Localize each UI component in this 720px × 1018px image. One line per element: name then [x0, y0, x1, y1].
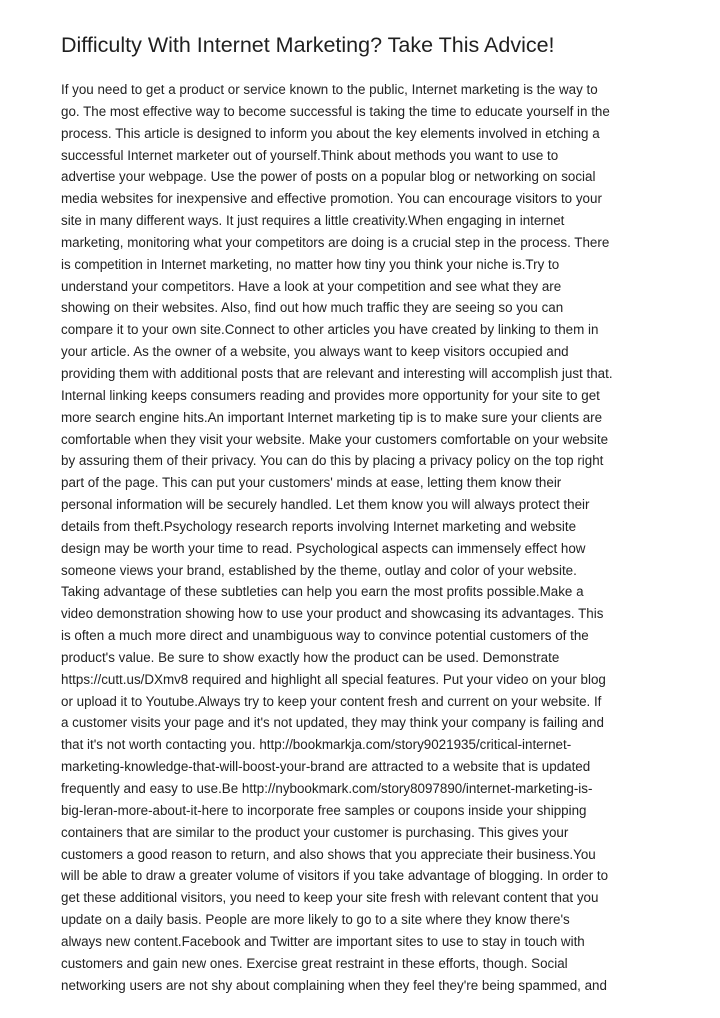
paragraph-line: details from theft.Psychology research reports involving Internet marketing and website: [61, 518, 577, 534]
paragraph-line: more search engine hits.An important Internet marketing tip is to make sure your clients are: [61, 409, 603, 425]
paragraph-line: customers and gain new ones. Exercise great restraint in these efforts, though. Social: [61, 955, 568, 971]
paragraph-line: networking users are not shy about complaining when they feel they're being spammed, and: [61, 977, 607, 993]
paragraph-line: will be able to draw a greater volume of visitors if you take advantage of blogging. In order to: [61, 868, 609, 884]
paragraph-line: process. This article is designed to inform you about the key elements involved in etching a: [61, 125, 600, 141]
paragraph-line: Internal linking keeps consumers reading and provides more opportunity for your site to get: [61, 387, 600, 403]
paragraph-line: personal information will be securely handled. Let them know you will always protect their: [61, 497, 590, 513]
paragraph-line: Taking advantage of these subtleties can help you earn the most profits possible.Make a: [61, 584, 584, 600]
paragraph-line: showing on their websites. Also, find out how much traffic they are seeing so you can: [61, 300, 564, 316]
paragraph-line: understand your competitors. Have a look at your competition and see what they are: [61, 278, 562, 294]
paragraph-line: media websites for inexpensive and effective promotion. You can encourage visitors to your: [61, 191, 602, 207]
paragraph-line: containers that are similar to the product your customer is purchasing. This gives your: [61, 824, 569, 840]
paragraph-line: or upload it to Youtube.Always try to keep your content fresh and current on your website. If: [61, 693, 602, 709]
paragraph-line: https://cutt.us/DXmv8 required and highlight all special features. Put your video on your blog: [61, 671, 606, 687]
paragraph-line: get these additional visitors, you need to keep your site fresh with relevant content that you: [61, 890, 599, 906]
page-title: Difficulty With Internet Marketing? Take This Advice!: [61, 33, 555, 57]
paragraph-line: is competition in Internet marketing, no matter how tiny you think your niche is.Try to: [61, 256, 560, 272]
paragraph-line: is often a much more direct and unambiguous way to convince potential customers of the: [61, 628, 589, 644]
paragraph-line: big-leran-more-about-it-here to incorporate free samples or coupons inside your shipping: [61, 802, 587, 818]
paragraph-line: providing them with additional posts that are relevant and interesting will accomplish just that.: [61, 365, 613, 381]
paragraph-line: compare it to your own site.Connect to other articles you have created by linking to them in: [61, 322, 599, 338]
paragraph-line: always new content.Facebook and Twitter are important sites to use to stay in touch with: [61, 933, 585, 949]
paragraph-line: successful Internet marketer out of yourself.Think about methods you want to use to: [61, 147, 559, 163]
paragraph-line: comfortable when they visit your website. Make your customers comfortable on your website: [61, 431, 609, 447]
paragraph-line: product's value. Be sure to show exactly how the product can be used. Demonstrate: [61, 649, 560, 665]
paragraph-line: that it's not worth contacting you. http://bookmarkja.com/story9021935/critical-internet-: [61, 737, 572, 753]
paragraph-line: customers a good reason to return, and also shows that you appreciate their business.You: [61, 846, 596, 862]
paragraph-line: a customer visits your page and it's not updated, they may think your company is failing and: [61, 715, 604, 731]
paragraph-line: If you need to get a product or service known to the public, Internet marketing is the way to: [61, 82, 598, 97]
paragraph-line: by assuring them of their privacy. You can do this by placing a privacy policy on the top right: [61, 453, 604, 469]
paragraph-line: marketing-knowledge-that-will-boost-your-brand are attracted to a website that is updated: [61, 759, 591, 775]
paragraph-line: marketing, monitoring what your competitors are doing is a crucial step in the process. There: [61, 234, 610, 250]
paragraph-line: design may be worth your time to read. Psychological aspects can immensely effect how: [61, 540, 586, 556]
paragraph-line: part of the page. This can put your customers' minds at ease, letting them know their: [61, 475, 562, 491]
paragraph-line: someone views your brand, established by the theme, outlay and color of your website.: [61, 562, 577, 578]
paragraph-line: video demonstration showing how to use your product and showcasing its advantages. This: [61, 606, 604, 622]
article-body: [61, 79, 661, 996]
paragraph-line: advertise your webpage. Use the power of posts on a popular blog or networking on social: [61, 169, 596, 185]
paragraph-line: frequently and easy to use.Be http://nybookmark.com/story8097890/internet-marketing-is-: [61, 781, 593, 796]
paragraph-line: site in many different ways. It just requires a little creativity.When engaging in internet: [61, 213, 565, 229]
paragraph-line: update on a daily basis. People are more likely to go to a site where they know there's: [61, 912, 570, 928]
paragraph-line: go. The most effective way to become successful is taking the time to educate yourself in the: [61, 103, 610, 119]
paragraph-line: your article. As the owner of a website, you always want to keep visitors occupied and: [61, 344, 569, 360]
